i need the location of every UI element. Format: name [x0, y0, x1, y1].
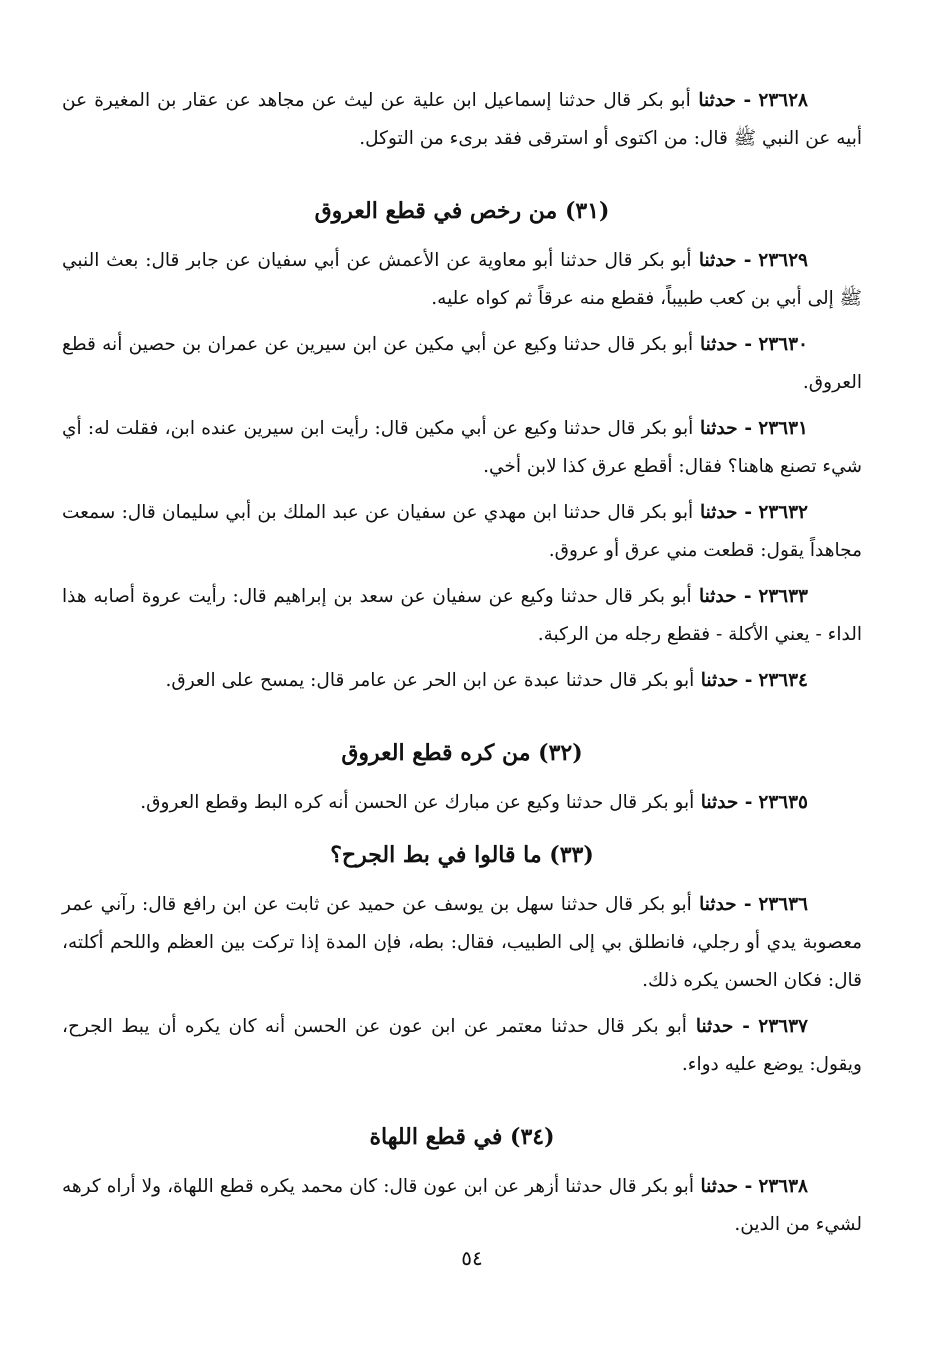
- hadith-lead: - حدثنا: [695, 1016, 750, 1037]
- section-34-heading: (٣٤) في قطع اللهاة: [369, 1124, 555, 1150]
- hadith-number: ٢٣٦٣٢: [758, 502, 808, 523]
- hadith-lead: - حدثنا: [699, 894, 752, 915]
- hadith-23633: [62, 578, 862, 654]
- section-31-heading: (٣١) من رخص في قطع العروق: [314, 198, 610, 224]
- hadith-text: أبو بكر قال حدثنا معتمر عن ابن عون عن الحسن أنه كان يكره أن يبط الجرح، ويقول: يوضع عليه دواء.: [62, 1016, 862, 1075]
- hadith-lead: - حدثنا: [699, 586, 752, 607]
- hadith-23636: [62, 886, 862, 1000]
- hadith-text: أبو بكر قال حدثنا وكيع عن سفيان عن سعد بن إبراهيم قال: رأيت عروة أصابه هذا الداء - يعني الأكلة - فقطع رجله من الركبة.: [62, 586, 862, 645]
- hadith-lead: - حدثنا: [699, 502, 753, 523]
- hadith-23632: [62, 494, 862, 570]
- hadith-number: ٢٣٦٣٦: [758, 894, 808, 915]
- hadith-lead: - حدثنا: [700, 334, 753, 355]
- hadith-text: أبو بكر قال حدثنا أبو معاوية عن الأعمش عن أبي سفيان عن جابر قال: بعث النبي ﷺ إلى أبي بن كعب طبيباً، فقطع منه عرقاً ثم كواه عليه.: [62, 250, 862, 309]
- section-33-heading: (٣٣) ما قالوا في بط الجرح؟: [330, 842, 594, 868]
- hadith-lead: - حدثنا: [700, 670, 753, 691]
- hadith-text: أبو بكر قال حدثنا وكيع عن أبي مكين قال: رأيت ابن سيرين عنده ابن، فقلت له: أي شيء تصنع هاهنا؟ فقال: أقطع عرق كذا لابن أخي.: [62, 418, 862, 477]
- hadith-lead: - حدثنا: [698, 250, 752, 271]
- hadith-text: أبو بكر قال حدثنا وكيع عن أبي مكين عن ابن سيرين عن عمران بن حصين أنه قطع العروق.: [62, 334, 862, 393]
- book-page: [62, 82, 862, 1252]
- hadith-number: ٢٣٦٣٨: [758, 1176, 808, 1197]
- hadith-text: أبو بكر قال حدثنا عبدة عن ابن الحر عن عامر قال: يمسح على العرق.: [165, 670, 695, 691]
- hadith-23635: [62, 784, 862, 822]
- page-number: ٥٤: [461, 1246, 483, 1270]
- hadith-text: أبو بكر قال حدثنا ابن مهدي عن سفيان عن عبد الملك بن أبي سليمان قال: سمعت مجاهداً يقول: قطعت مني عرق أو عروق.: [62, 502, 862, 561]
- section-32-heading: (٣٢) من كره قطع العروق: [341, 740, 583, 766]
- hadith-23629: [62, 242, 862, 318]
- hadith-number: ٢٣٦٣٠: [758, 334, 808, 355]
- hadith-text: أبو بكر قال حدثنا إسماعيل ابن علية عن ليث عن مجاهد عن عقار بن المغيرة عن أبيه عن النبي ﷺ قال: من اكتوى أو استرقى فقد برىء من التوكل.: [62, 90, 862, 149]
- hadith-number: ٢٣٦٢٩: [758, 250, 808, 271]
- hadith-lead: - حدثنا: [700, 418, 753, 439]
- hadith-number: ٢٣٦٣٥: [758, 792, 808, 813]
- hadith-lead: - حدثنا: [700, 792, 753, 813]
- hadith-text: أبو بكر قال حدثنا وكيع عن مبارك عن الحسن أنه كره البط وقطع العروق.: [140, 792, 695, 813]
- hadith-number: ٢٣٦٣١: [758, 418, 808, 439]
- hadith-23638: [62, 1168, 862, 1244]
- hadith-23628: [62, 82, 862, 158]
- hadith-23637: [62, 1008, 862, 1084]
- hadith-lead: - حدثنا: [700, 1176, 753, 1197]
- hadith-lead: - حدثنا: [698, 90, 752, 111]
- hadith-number: ٢٣٦٢٨: [758, 90, 808, 111]
- hadith-23634: [62, 662, 862, 700]
- hadith-number: ٢٣٦٣٧: [758, 1016, 808, 1037]
- hadith-text: أبو بكر قال حدثنا سهل بن يوسف عن حميد عن ثابت عن ابن رافع قال: رآني عمر معصوبة يدي أو رجلي، فانطلق بي إلى الطبيب، فقال: بطه، فإن المدة إذا تركت بين العظم واللحم أكلته، قال: فكان الحسن يكره ذلك.: [62, 894, 862, 991]
- hadith-number: ٢٣٦٣٣: [758, 586, 808, 607]
- hadith-23631: [62, 410, 862, 486]
- hadith-text: أبو بكر قال حدثنا أزهر عن ابن عون قال: كان محمد يكره قطع اللهاة، ولا أراه كرهه لشيء من الدين.: [62, 1176, 862, 1235]
- hadith-23630: [62, 326, 862, 402]
- hadith-number: ٢٣٦٣٤: [758, 670, 808, 691]
